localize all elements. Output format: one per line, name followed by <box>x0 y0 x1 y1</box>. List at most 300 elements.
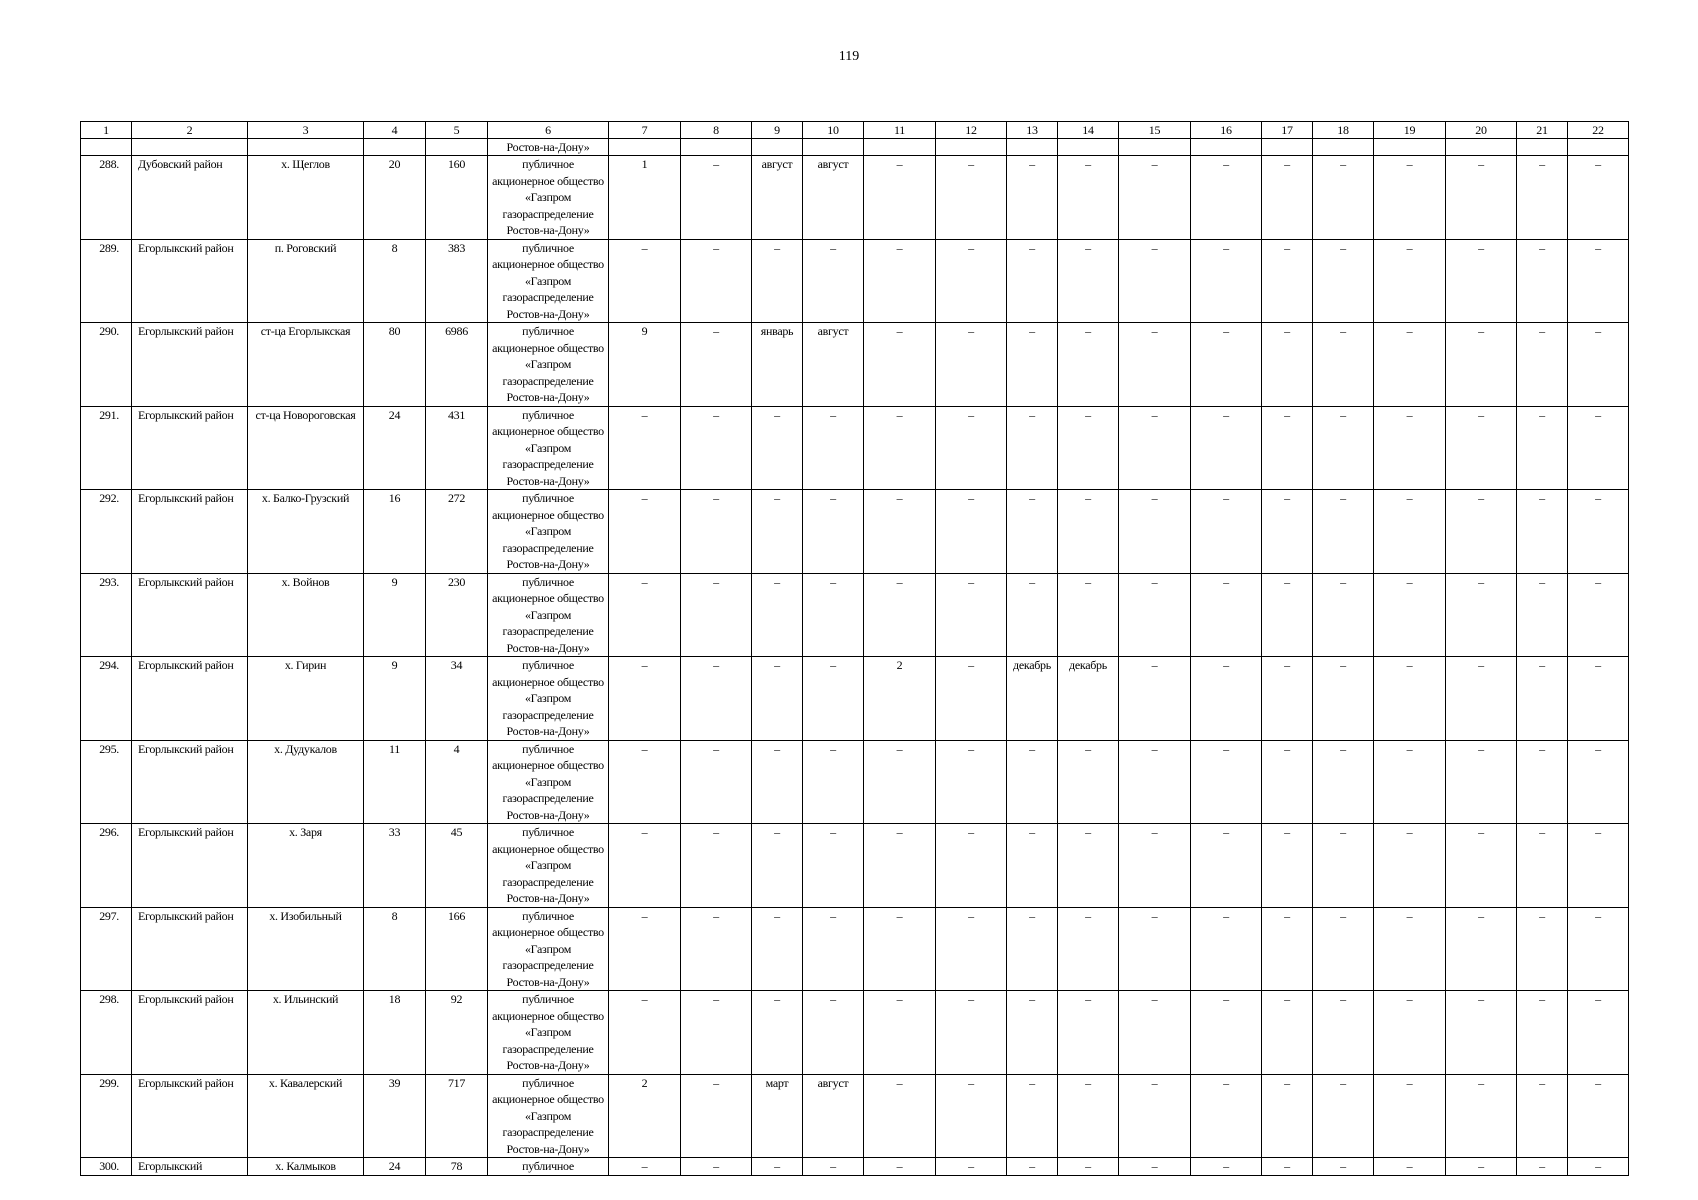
col-22-cell: – <box>1568 1158 1629 1176</box>
col-19-cell: – <box>1374 239 1446 323</box>
empty-cell <box>936 139 1007 156</box>
col-14-cell: – <box>1058 991 1119 1075</box>
table-row <box>81 239 1629 323</box>
col-7-cell: – <box>609 239 681 323</box>
column-header-2: 2 <box>132 122 248 139</box>
empty-cell <box>1007 139 1058 156</box>
row-number: 299. <box>81 1074 132 1158</box>
row-number: 291. <box>81 406 132 490</box>
col-9-cell: – <box>752 239 803 323</box>
column-number-row <box>81 122 1629 139</box>
col-17-cell: – <box>1262 907 1313 991</box>
col-20-cell: – <box>1446 740 1517 824</box>
col-17-cell: – <box>1262 239 1313 323</box>
col-14-cell: – <box>1058 323 1119 407</box>
col-22-cell: – <box>1568 991 1629 1075</box>
col-11-cell: – <box>864 323 936 407</box>
col-18-cell: – <box>1313 824 1374 908</box>
organization-cell: публичное акционерное общество «Газпром газораспределение Ростов-на-Дону» <box>488 907 609 991</box>
col-17-cell: – <box>1262 824 1313 908</box>
col-7-cell: 1 <box>609 156 681 240</box>
col-22-cell: – <box>1568 323 1629 407</box>
district-cell: Егорлыкский район <box>132 406 248 490</box>
col-9-cell: – <box>752 490 803 574</box>
col-21-cell: – <box>1517 657 1568 741</box>
col-16-cell: – <box>1191 1074 1262 1158</box>
col-5-cell: 166 <box>426 907 488 991</box>
col-7-cell: – <box>609 490 681 574</box>
col-12-cell: – <box>936 573 1007 657</box>
col-8-cell: – <box>681 573 752 657</box>
col-14-cell: – <box>1058 740 1119 824</box>
col-15-cell: – <box>1119 239 1191 323</box>
col-15-cell: – <box>1119 406 1191 490</box>
locality-cell: х. Кавалерский <box>248 1074 364 1158</box>
column-header-5: 5 <box>426 122 488 139</box>
row-number: 292. <box>81 490 132 574</box>
col-8-cell: – <box>681 323 752 407</box>
col-5-cell: 4 <box>426 740 488 824</box>
col-9-cell: август <box>752 156 803 240</box>
column-header-22: 22 <box>1568 122 1629 139</box>
empty-cell <box>803 139 864 156</box>
organization-cell: публичное акционерное общество «Газпром газораспределение Ростов-на-Дону» <box>488 1074 609 1158</box>
col-15-cell: – <box>1119 991 1191 1075</box>
locality-cell: х. Ильинский <box>248 991 364 1075</box>
col-11-cell: – <box>864 156 936 240</box>
col-5-cell: 34 <box>426 657 488 741</box>
col-13-cell: – <box>1007 490 1058 574</box>
col-16-cell: – <box>1191 490 1262 574</box>
table-row <box>81 323 1629 407</box>
col-17-cell: – <box>1262 406 1313 490</box>
table-body <box>81 139 1629 1176</box>
col-15-cell: – <box>1119 323 1191 407</box>
col-18-cell: – <box>1313 1158 1374 1176</box>
col-10-cell: – <box>803 991 864 1075</box>
col-16-cell: – <box>1191 991 1262 1075</box>
col-9-cell: январь <box>752 323 803 407</box>
col-9-cell: март <box>752 1074 803 1158</box>
col-17-cell: – <box>1262 657 1313 741</box>
district-cell: Егорлыкский район <box>132 824 248 908</box>
col-7-cell: – <box>609 740 681 824</box>
district-cell: Егорлыкский район <box>132 740 248 824</box>
empty-cell <box>1517 139 1568 156</box>
organization-cell: публичное акционерное общество «Газпром газораспределение Ростов-на-Дону» <box>488 740 609 824</box>
col-4-cell: 8 <box>364 907 426 991</box>
district-cell: Егорлыкский район <box>132 907 248 991</box>
empty-cell <box>81 139 132 156</box>
col-5-cell: 230 <box>426 573 488 657</box>
empty-cell <box>752 139 803 156</box>
col-22-cell: – <box>1568 239 1629 323</box>
col-8-cell: – <box>681 824 752 908</box>
col-10-cell: – <box>803 657 864 741</box>
col-17-cell: – <box>1262 323 1313 407</box>
col-5-cell: 383 <box>426 239 488 323</box>
col-15-cell: – <box>1119 824 1191 908</box>
column-header-3: 3 <box>248 122 364 139</box>
locality-cell: п. Роговский <box>248 239 364 323</box>
col-8-cell: – <box>681 740 752 824</box>
col-4-cell: 9 <box>364 573 426 657</box>
empty-cell <box>364 139 426 156</box>
col-19-cell: – <box>1374 991 1446 1075</box>
col-13-cell: – <box>1007 824 1058 908</box>
col-9-cell: – <box>752 657 803 741</box>
table-row <box>81 490 1629 574</box>
table-row <box>81 1074 1629 1158</box>
col-8-cell: – <box>681 991 752 1075</box>
organization-cell: публичное акционерное общество «Газпром газораспределение Ростов-на-Дону» <box>488 824 609 908</box>
col-12-cell: – <box>936 907 1007 991</box>
col-13-cell: – <box>1007 156 1058 240</box>
col-12-cell: – <box>936 323 1007 407</box>
col-7-cell: – <box>609 657 681 741</box>
col-9-cell: – <box>752 406 803 490</box>
row-number: 297. <box>81 907 132 991</box>
col-5-cell: 272 <box>426 490 488 574</box>
col-21-cell: – <box>1517 1158 1568 1176</box>
col-8-cell: – <box>681 1074 752 1158</box>
column-header-13: 13 <box>1007 122 1058 139</box>
col-20-cell: – <box>1446 323 1517 407</box>
col-11-cell: – <box>864 907 936 991</box>
table-row <box>81 406 1629 490</box>
district-cell: Егорлыкский район <box>132 1074 248 1158</box>
col-4-cell: 16 <box>364 490 426 574</box>
col-4-cell: 11 <box>364 740 426 824</box>
col-19-cell: – <box>1374 323 1446 407</box>
col-13-cell: – <box>1007 907 1058 991</box>
col-10-cell: август <box>803 156 864 240</box>
column-header-18: 18 <box>1313 122 1374 139</box>
col-10-cell: – <box>803 824 864 908</box>
col-19-cell: – <box>1374 657 1446 741</box>
row-number: 293. <box>81 573 132 657</box>
col-5-cell: 78 <box>426 1158 488 1176</box>
col-4-cell: 39 <box>364 1074 426 1158</box>
col-21-cell: – <box>1517 573 1568 657</box>
col-19-cell: – <box>1374 1074 1446 1158</box>
col-15-cell: – <box>1119 156 1191 240</box>
col-22-cell: – <box>1568 824 1629 908</box>
col-16-cell: – <box>1191 156 1262 240</box>
empty-cell <box>426 139 488 156</box>
col-8-cell: – <box>681 490 752 574</box>
col-10-cell: август <box>803 323 864 407</box>
col-14-cell: – <box>1058 907 1119 991</box>
column-header-11: 11 <box>864 122 936 139</box>
col-20-cell: – <box>1446 1074 1517 1158</box>
district-cell: Дубовский район <box>132 156 248 240</box>
col-18-cell: – <box>1313 323 1374 407</box>
col-9-cell: – <box>752 740 803 824</box>
district-cell: Егорлыкский район <box>132 490 248 574</box>
col-8-cell: – <box>681 907 752 991</box>
organization-cell: публичное акционерное общество «Газпром газораспределение Ростов-на-Дону» <box>488 156 609 240</box>
column-header-8: 8 <box>681 122 752 139</box>
col-19-cell: – <box>1374 740 1446 824</box>
col-19-cell: – <box>1374 573 1446 657</box>
column-header-9: 9 <box>752 122 803 139</box>
col-16-cell: – <box>1191 657 1262 741</box>
col-22-cell: – <box>1568 740 1629 824</box>
table-row <box>81 740 1629 824</box>
col-12-cell: – <box>936 490 1007 574</box>
col-8-cell: – <box>681 156 752 240</box>
row-number: 300. <box>81 1158 132 1176</box>
col-13-cell: декабрь <box>1007 657 1058 741</box>
col-12-cell: – <box>936 156 1007 240</box>
col-11-cell: – <box>864 1158 936 1176</box>
col-4-cell: 80 <box>364 323 426 407</box>
col-21-cell: – <box>1517 740 1568 824</box>
col-18-cell: – <box>1313 573 1374 657</box>
col-4-cell: 18 <box>364 991 426 1075</box>
col-19-cell: – <box>1374 907 1446 991</box>
col-20-cell: – <box>1446 657 1517 741</box>
col-21-cell: – <box>1517 991 1568 1075</box>
column-header-16: 16 <box>1191 122 1262 139</box>
table-row <box>81 657 1629 741</box>
col-20-cell: – <box>1446 406 1517 490</box>
col-12-cell: – <box>936 740 1007 824</box>
column-header-21: 21 <box>1517 122 1568 139</box>
col-22-cell: – <box>1568 657 1629 741</box>
row-number: 289. <box>81 239 132 323</box>
col-5-cell: 45 <box>426 824 488 908</box>
col-20-cell: – <box>1446 907 1517 991</box>
col-9-cell: – <box>752 991 803 1075</box>
col-5-cell: 717 <box>426 1074 488 1158</box>
col-18-cell: – <box>1313 657 1374 741</box>
col-12-cell: – <box>936 1158 1007 1176</box>
locality-cell: х. Калмыков <box>248 1158 364 1176</box>
col-18-cell: – <box>1313 740 1374 824</box>
col-21-cell: – <box>1517 824 1568 908</box>
col-7-cell: 2 <box>609 1074 681 1158</box>
district-cell: Егорлыкский <box>132 1158 248 1176</box>
column-header-1: 1 <box>81 122 132 139</box>
col-4-cell: 33 <box>364 824 426 908</box>
col-4-cell: 24 <box>364 1158 426 1176</box>
col-20-cell: – <box>1446 991 1517 1075</box>
col-9-cell: – <box>752 907 803 991</box>
col-7-cell: – <box>609 406 681 490</box>
col-16-cell: – <box>1191 1158 1262 1176</box>
col-20-cell: – <box>1446 1158 1517 1176</box>
col-18-cell: – <box>1313 156 1374 240</box>
col-14-cell: – <box>1058 406 1119 490</box>
col-10-cell: – <box>803 239 864 323</box>
col-18-cell: – <box>1313 406 1374 490</box>
col-13-cell: – <box>1007 1074 1058 1158</box>
locality-cell: х. Щеглов <box>248 156 364 240</box>
col-20-cell: – <box>1446 239 1517 323</box>
col-21-cell: – <box>1517 323 1568 407</box>
organization-cell: публичное акционерное общество «Газпром газораспределение Ростов-на-Дону» <box>488 239 609 323</box>
locality-cell: х. Балко-Грузский <box>248 490 364 574</box>
col-18-cell: – <box>1313 239 1374 323</box>
col-18-cell: – <box>1313 1074 1374 1158</box>
col-22-cell: – <box>1568 406 1629 490</box>
locality-cell: х. Гирин <box>248 657 364 741</box>
locality-cell: ст-ца Егорлыкская <box>248 323 364 407</box>
continued-row <box>81 139 1629 156</box>
continued-org-cell: Ростов-на-Дону» <box>488 139 609 156</box>
col-4-cell: 20 <box>364 156 426 240</box>
col-15-cell: – <box>1119 573 1191 657</box>
col-11-cell: – <box>864 490 936 574</box>
column-header-14: 14 <box>1058 122 1119 139</box>
col-4-cell: 8 <box>364 239 426 323</box>
district-cell: Егорлыкский район <box>132 573 248 657</box>
col-5-cell: 6986 <box>426 323 488 407</box>
col-16-cell: – <box>1191 573 1262 657</box>
table-row <box>81 156 1629 240</box>
col-13-cell: – <box>1007 239 1058 323</box>
col-22-cell: – <box>1568 573 1629 657</box>
col-13-cell: – <box>1007 406 1058 490</box>
col-5-cell: 160 <box>426 156 488 240</box>
column-header-10: 10 <box>803 122 864 139</box>
col-19-cell: – <box>1374 156 1446 240</box>
col-14-cell: – <box>1058 1158 1119 1176</box>
empty-cell <box>1446 139 1517 156</box>
col-14-cell: – <box>1058 490 1119 574</box>
col-21-cell: – <box>1517 406 1568 490</box>
col-4-cell: 9 <box>364 657 426 741</box>
empty-cell <box>248 139 364 156</box>
empty-cell <box>1262 139 1313 156</box>
col-14-cell: – <box>1058 239 1119 323</box>
col-16-cell: – <box>1191 323 1262 407</box>
column-header-7: 7 <box>609 122 681 139</box>
col-5-cell: 92 <box>426 991 488 1075</box>
col-16-cell: – <box>1191 406 1262 490</box>
col-11-cell: – <box>864 740 936 824</box>
col-4-cell: 24 <box>364 406 426 490</box>
col-15-cell: – <box>1119 1074 1191 1158</box>
col-10-cell: август <box>803 1074 864 1158</box>
row-number: 290. <box>81 323 132 407</box>
organization-cell: публичное акционерное общество «Газпром газораспределение Ростов-на-Дону» <box>488 323 609 407</box>
col-18-cell: – <box>1313 991 1374 1075</box>
row-number: 294. <box>81 657 132 741</box>
col-9-cell: – <box>752 1158 803 1176</box>
col-11-cell: – <box>864 1074 936 1158</box>
organization-cell: публичное акционерное общество «Газпром газораспределение Ростов-на-Дону» <box>488 991 609 1075</box>
col-12-cell: – <box>936 406 1007 490</box>
locality-cell: ст-ца Новороговская <box>248 406 364 490</box>
table-row <box>81 1158 1629 1176</box>
col-22-cell: – <box>1568 156 1629 240</box>
empty-cell <box>1119 139 1191 156</box>
col-12-cell: – <box>936 824 1007 908</box>
col-18-cell: – <box>1313 490 1374 574</box>
col-17-cell: – <box>1262 490 1313 574</box>
col-21-cell: – <box>1517 156 1568 240</box>
page-number: 119 <box>838 49 860 64</box>
col-22-cell: – <box>1568 907 1629 991</box>
organization-cell: публичное акционерное общество «Газпром газораспределение Ростов-на-Дону» <box>488 657 609 741</box>
col-12-cell: – <box>936 239 1007 323</box>
col-17-cell: – <box>1262 1158 1313 1176</box>
col-21-cell: – <box>1517 907 1568 991</box>
col-14-cell: декабрь <box>1058 657 1119 741</box>
col-19-cell: – <box>1374 406 1446 490</box>
col-15-cell: – <box>1119 657 1191 741</box>
col-11-cell: – <box>864 573 936 657</box>
col-8-cell: – <box>681 657 752 741</box>
empty-cell <box>681 139 752 156</box>
locality-cell: х. Дудукалов <box>248 740 364 824</box>
col-21-cell: – <box>1517 1074 1568 1158</box>
col-10-cell: – <box>803 406 864 490</box>
column-header-17: 17 <box>1262 122 1313 139</box>
column-header-6: 6 <box>488 122 609 139</box>
col-20-cell: – <box>1446 490 1517 574</box>
col-5-cell: 431 <box>426 406 488 490</box>
organization-cell: публичное <box>488 1158 609 1176</box>
col-11-cell: 2 <box>864 657 936 741</box>
column-header-20: 20 <box>1446 122 1517 139</box>
col-20-cell: – <box>1446 156 1517 240</box>
col-12-cell: – <box>936 657 1007 741</box>
col-9-cell: – <box>752 824 803 908</box>
empty-cell <box>1313 139 1374 156</box>
gasification-table-container <box>80 121 1621 1176</box>
row-number: 295. <box>81 740 132 824</box>
col-15-cell: – <box>1119 1158 1191 1176</box>
col-11-cell: – <box>864 239 936 323</box>
col-17-cell: – <box>1262 740 1313 824</box>
col-7-cell: – <box>609 573 681 657</box>
col-9-cell: – <box>752 573 803 657</box>
col-17-cell: – <box>1262 991 1313 1075</box>
col-15-cell: – <box>1119 907 1191 991</box>
col-22-cell: – <box>1568 490 1629 574</box>
empty-cell <box>132 139 248 156</box>
col-8-cell: – <box>681 406 752 490</box>
col-22-cell: – <box>1568 1074 1629 1158</box>
col-20-cell: – <box>1446 573 1517 657</box>
col-17-cell: – <box>1262 573 1313 657</box>
col-16-cell: – <box>1191 239 1262 323</box>
col-19-cell: – <box>1374 490 1446 574</box>
col-16-cell: – <box>1191 740 1262 824</box>
organization-cell: публичное акционерное общество «Газпром газораспределение Ростов-на-Дону» <box>488 490 609 574</box>
col-12-cell: – <box>936 991 1007 1075</box>
col-19-cell: – <box>1374 824 1446 908</box>
col-14-cell: – <box>1058 156 1119 240</box>
col-17-cell: – <box>1262 1074 1313 1158</box>
district-cell: Егорлыкский район <box>132 323 248 407</box>
col-7-cell: – <box>609 907 681 991</box>
column-header-12: 12 <box>936 122 1007 139</box>
column-header-4: 4 <box>364 122 426 139</box>
empty-cell <box>1374 139 1446 156</box>
col-13-cell: – <box>1007 1158 1058 1176</box>
col-7-cell: – <box>609 824 681 908</box>
col-19-cell: – <box>1374 1158 1446 1176</box>
table-row <box>81 907 1629 991</box>
table-row <box>81 573 1629 657</box>
col-7-cell: 9 <box>609 323 681 407</box>
table-row <box>81 824 1629 908</box>
